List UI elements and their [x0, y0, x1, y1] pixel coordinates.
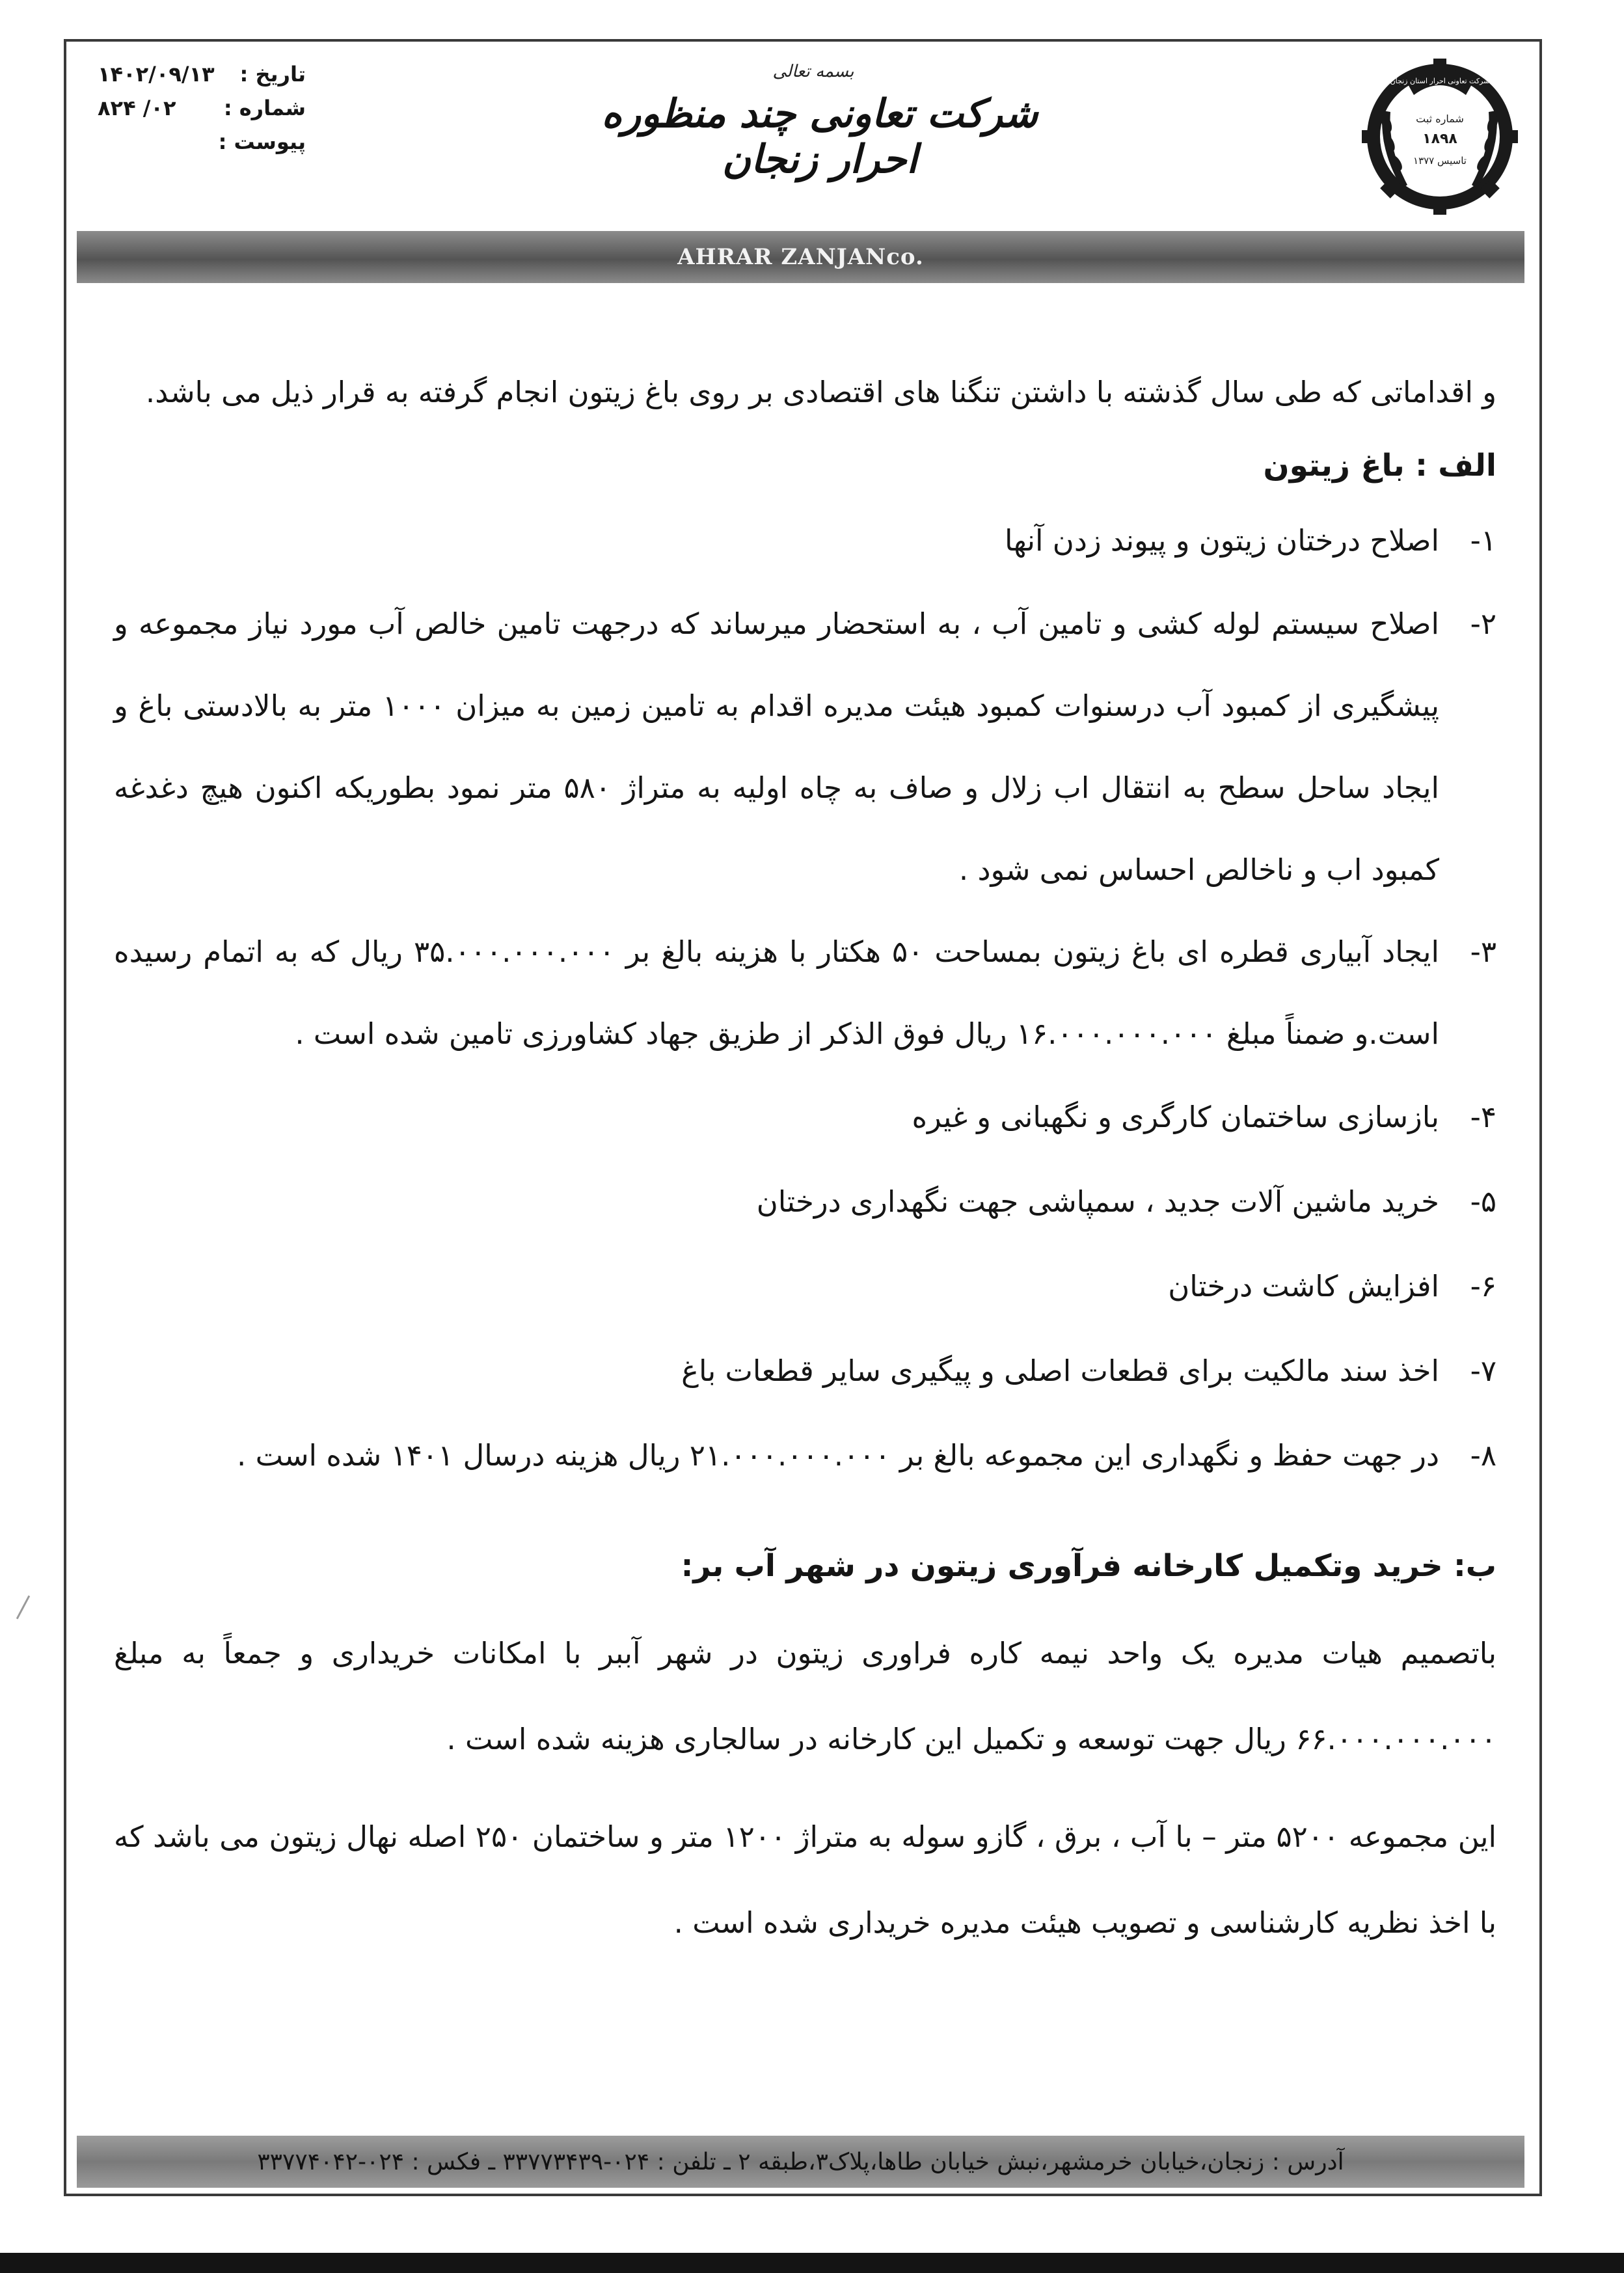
attachment-label: پیوست : — [218, 129, 306, 154]
letter-body — [114, 351, 1496, 1966]
item-number: ۱- — [1470, 523, 1496, 558]
item-text: اخذ سند مالکیت برای قطعات اصلی و پیگیری سایر قطعات باغ — [681, 1354, 1439, 1388]
svg-text:شماره ثبت: شماره ثبت — [1416, 113, 1464, 125]
item-text: اصلاح سیستم لوله کشی و تامین آب ، به استحضار میرساند که درجهت تامین خالص آب مورد نیاز مجموعه و پیشگیری از کمبود آب درسنوات کمبود هیئت مدیره اقدام به تامین زمین به میزان ۱۰۰۰ متر به بالادستی باغ و ایجاد ساحل سطح به انتقال اب زلال و صاف به چاه اولیه به متراژ ۵۸۰ متر نمود بطوریکه اکنون هیچ دغدغه کمبود اب و ناخالص احساس نمی شود . — [114, 606, 1440, 887]
list-item — [114, 1413, 1496, 1498]
svg-text:شرکت تعاونی احرار استان زنجان: شرکت تعاونی احرار استان زنجان — [1390, 77, 1490, 85]
number-label: شماره : — [223, 96, 306, 120]
footer-address: آدرس : زنجان،خیابان خرمشهر،نبش خیابان طاها،پلاک۳،طبقه ۲ ـ تلفن : ۰۲۴-۳۳۷۷۳۴۳۹ ـ فکس : ۰۲۴-۳۳۷۷۴۰۴۲ — [257, 2148, 1344, 2175]
list-item — [114, 1075, 1496, 1160]
item-number: ۸- — [1470, 1438, 1496, 1473]
list-item — [114, 1329, 1496, 1413]
company-logo — [1357, 46, 1522, 228]
header-band — [77, 231, 1524, 283]
scan-bottom-edge — [0, 2253, 1624, 2273]
item-text: افزایش کاشت درختان — [1168, 1269, 1439, 1303]
company-name: شرکت تعاونی چند منظوره احرار زنجان — [601, 91, 1038, 182]
intro-paragraph: و اقداماتی که طی سال گذشته با داشتن تنگنا های اقتصادی بر روی باغ زیتون انجام گرفته به قرار ذیل می باشد. — [145, 375, 1496, 409]
meta-attachment-row — [98, 129, 306, 163]
date-value: ۱۴۰۲/۰۹/۱۳ — [98, 62, 215, 87]
svg-text:تاسیس ۱۳۷۷: تاسیس ۱۳۷۷ — [1413, 155, 1467, 167]
scan-mark — [16, 1596, 30, 1620]
item-text: اصلاح درختان زیتون و پیوند زدن آنها — [1004, 523, 1439, 558]
item-number: ۶- — [1470, 1269, 1496, 1303]
item-number: ۷- — [1470, 1354, 1496, 1388]
meta-number-row — [98, 96, 306, 129]
svg-text:۱۸۹۸: ۱۸۹۸ — [1422, 131, 1457, 147]
section-b-title: ب: خرید وتکمیل کارخانه فرآوری زیتون در شهر آب بر: — [681, 1548, 1496, 1584]
date-label: تاریخ : — [239, 62, 306, 87]
footer-address-band — [77, 2136, 1524, 2188]
item-number: ۳- — [1470, 934, 1496, 969]
item-text: بازسازی ساختمان کارگری و نگهبانی و غیره — [912, 1100, 1439, 1134]
section-b-paragraph-2: این مجموعه ۵۲۰۰ متر – با آب ، برق ، گازو سوله به متراژ ۱۲۰۰ متر و ساختمان ۲۵۰ اصله نهال زیتون می باشد که با اخذ نظریه کارشناسی و تصویب هیئت مدیره خریداری شده است . — [114, 1819, 1496, 1940]
band-company-latin: AHRAR ZANJANco. — [677, 244, 924, 270]
item-text: خرید ماشین آلات جدید ، سمپاشی جهت نگهداری درختان — [756, 1184, 1439, 1219]
item-number: ۴- — [1470, 1100, 1496, 1134]
list-item — [114, 911, 1496, 1075]
item-number: ۵- — [1470, 1184, 1496, 1219]
section-a-title: الف : باغ زیتون — [1263, 448, 1496, 483]
number-value: ۸۲۴ /۰۲ — [98, 96, 176, 120]
basmala: بسمه تعالی — [772, 62, 854, 81]
list-item — [114, 583, 1496, 911]
list-item — [114, 498, 1496, 583]
item-text: در جهت حفظ و نگهداری این مجموعه بالغ بر ۲۱.۰۰۰.۰۰۰.۰۰۰ ریال هزینه درسال ۱۴۰۱ شده است . — [237, 1438, 1439, 1473]
letter-meta — [98, 62, 306, 163]
item-number: ۲- — [1470, 606, 1496, 641]
list-item — [114, 1244, 1496, 1329]
list-item — [114, 1160, 1496, 1244]
section-b-paragraph-1: باتصمیم هیات مدیره یک واحد نیمه کاره فراوری زیتون در شهر آببر با امکانات خریداری و جمعاً به مبلغ ۶۶.۰۰۰.۰۰۰.۰۰۰ ریال جهت توسعه و تکمیل این کارخانه در سالجاری هزینه شده است . — [114, 1636, 1496, 1756]
item-text: ایجاد آبیاری قطره ای باغ زیتون بمساحت ۵۰ هکتار با هزینه بالغ بر ۳۵.۰۰۰.۰۰۰.۰۰۰ ریال که به اتمام رسیده است.و ضمناً مبلغ ۱۶.۰۰۰.۰۰۰.۰۰۰ ریال فوق الذکر از طزیق جهاد کشاورزی تامین شده است . — [114, 934, 1439, 1051]
meta-date-row — [98, 62, 306, 96]
